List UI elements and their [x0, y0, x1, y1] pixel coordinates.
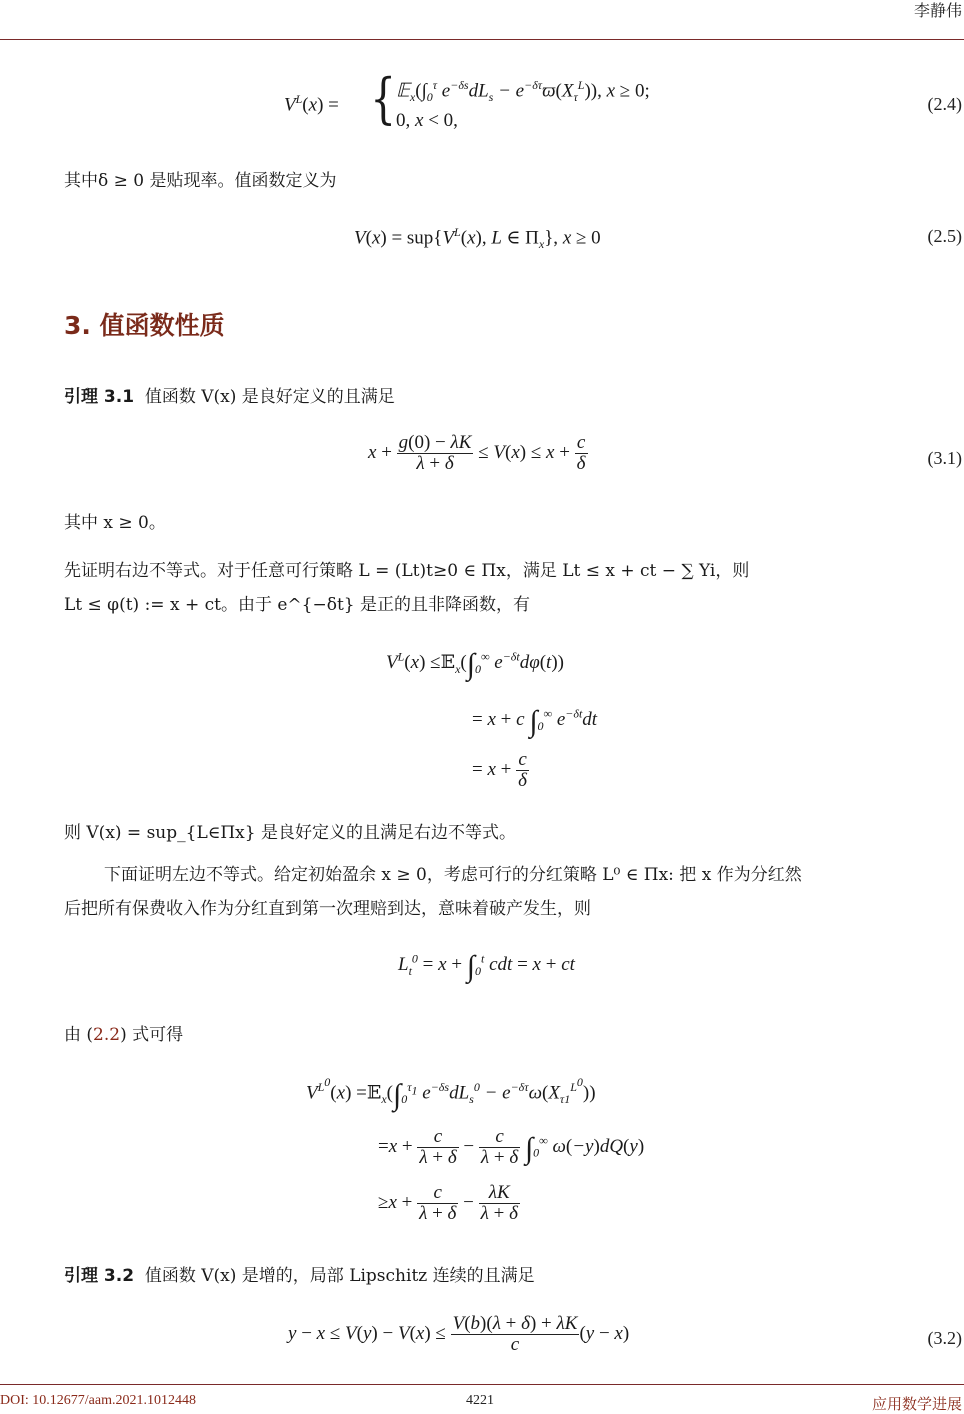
eq24-case2: 0, x < 0,: [396, 110, 458, 131]
eq24-number: (2.4): [927, 94, 962, 114]
section-title: 3. 值函数性质: [64, 311, 225, 340]
para-x-nonneg: 其中 x ≥ 0。: [64, 513, 166, 533]
deriv2-line3: ≥x + $\frac{c}{\lambda + \delta}$ − $\frac{\lambda K}{\lambda + \delta}$: [378, 1182, 518, 1224]
eq24-lhs: $V^L(x)$ =: [284, 92, 339, 116]
footer-journal: 应用数学进展: [871, 1395, 962, 1413]
lemma-3-2-text: 值函数 V(x) 是增的，局部 Lipschitz 连续的且满足: [144, 1266, 535, 1286]
lemma-3-2-label: 引理 3.2: [64, 1266, 135, 1286]
deriv1-line3: = x + $\frac{c}{\delta}$: [472, 749, 527, 791]
para-left-inequality-1: 下面证明左边不等式。给定初始盈余 x ≥ 0，考虑可行的分红策略 L⁰ ∈ Πx: 把 x 作为分红然: [104, 865, 802, 885]
eq31-body: x + $\frac{g(0) - \lambda K}{\lambda + \delta}$ ≤ V(x) ≤ x + $\frac{c}{\delta}$: [368, 432, 586, 474]
eq24-case1: $𝔼_x(\int_0^\tau$ $e^{-\delta s}dL_s - e^{-\delta\tau}ϖ(X_\tau^L)$), x ≥ 0;: [396, 78, 650, 105]
eq32-number: (3.2): [927, 1328, 962, 1348]
author-name: 李静伟: [913, 1, 962, 20]
para-discount-rate: 其中δ ≥ 0 是贴现率。值函数定义为: [64, 171, 337, 191]
footer-page-number: 4221: [466, 1393, 494, 1408]
header-rule: [0, 39, 964, 40]
lemma-3-2: [64, 1261, 535, 1286]
eq32-body: y − x ≤ V(y) − V(x) ≤ $\frac{V(b)(\lambda + \delta) + \lambda K}{c}$ (y − x): [288, 1313, 630, 1355]
deriv2-line1: $V^{L^0}(x)$ $=𝔼_x(\int_0^{\tau_1}$ $e^{-\delta s}dL_s^0 - e^{-\delta\tau}\omega(X_{\tau 1}^{L^0})$): [306, 1075, 596, 1112]
para-right-inequality-2: Lt ≤ φ(t) := x + ct。由于 e^{−δt} 是正的且非降函数，有: [64, 595, 530, 615]
lemma-3-1-label: 引理 3.1: [64, 387, 135, 407]
deriv1-line2: = x + c $\int_0^\infty$ $e^{-\delta t}dt$: [472, 705, 598, 738]
deriv2-line2: =x + $\frac{c}{\lambda + \delta}$ − $\frac{c}{\lambda + \delta}$ $\int_0^\infty$ ω(−y)dQ(y): [378, 1126, 645, 1168]
footer-rule: [0, 1384, 964, 1385]
lemma-3-1: [64, 382, 395, 407]
eq24-brace: {: [370, 67, 397, 130]
eq25-body: $V(x) = sup\{V^L(x)$, L ∈ $\Pi_x$}, x ≥ 0: [354, 225, 601, 252]
lemma-3-1-text: 值函数 V(x) 是良好定义的且满足: [144, 387, 395, 407]
para-right-conclusion: 则 V(x) = sup_{L∈Πx} 是良好定义的且满足右边不等式。: [64, 823, 516, 843]
eq25-number: (2.5): [927, 226, 962, 246]
deriv1-line1: $V^L(x)$ $\le 𝔼_x(\int_0^\infty$ $e^{-\delta t}d\varphi(t)$): [386, 648, 564, 681]
para-left-inequality-2: 后把所有保费收入作为分红直到第一次理赔到达，意味着破产发生，则: [64, 899, 591, 919]
para-from-eq22: 由 (2.2) 式可得: [64, 1025, 184, 1045]
eq-ref-2-2[interactable]: 2.2: [93, 1025, 121, 1045]
para-right-inequality-1: 先证明右边不等式。对于任意可行策略 L = (Lt)t≥0 ∈ Πx，满足 Lt ≤ x + ct − ∑ Yi，则: [64, 561, 750, 581]
eq-l0: $L_t^0 = x + \int_0^t$ cdt = x + ct: [398, 950, 575, 983]
footer-doi[interactable]: DOI: 10.12677/aam.2021.1012448: [0, 1393, 196, 1408]
eq31-number: (3.1): [927, 448, 962, 468]
